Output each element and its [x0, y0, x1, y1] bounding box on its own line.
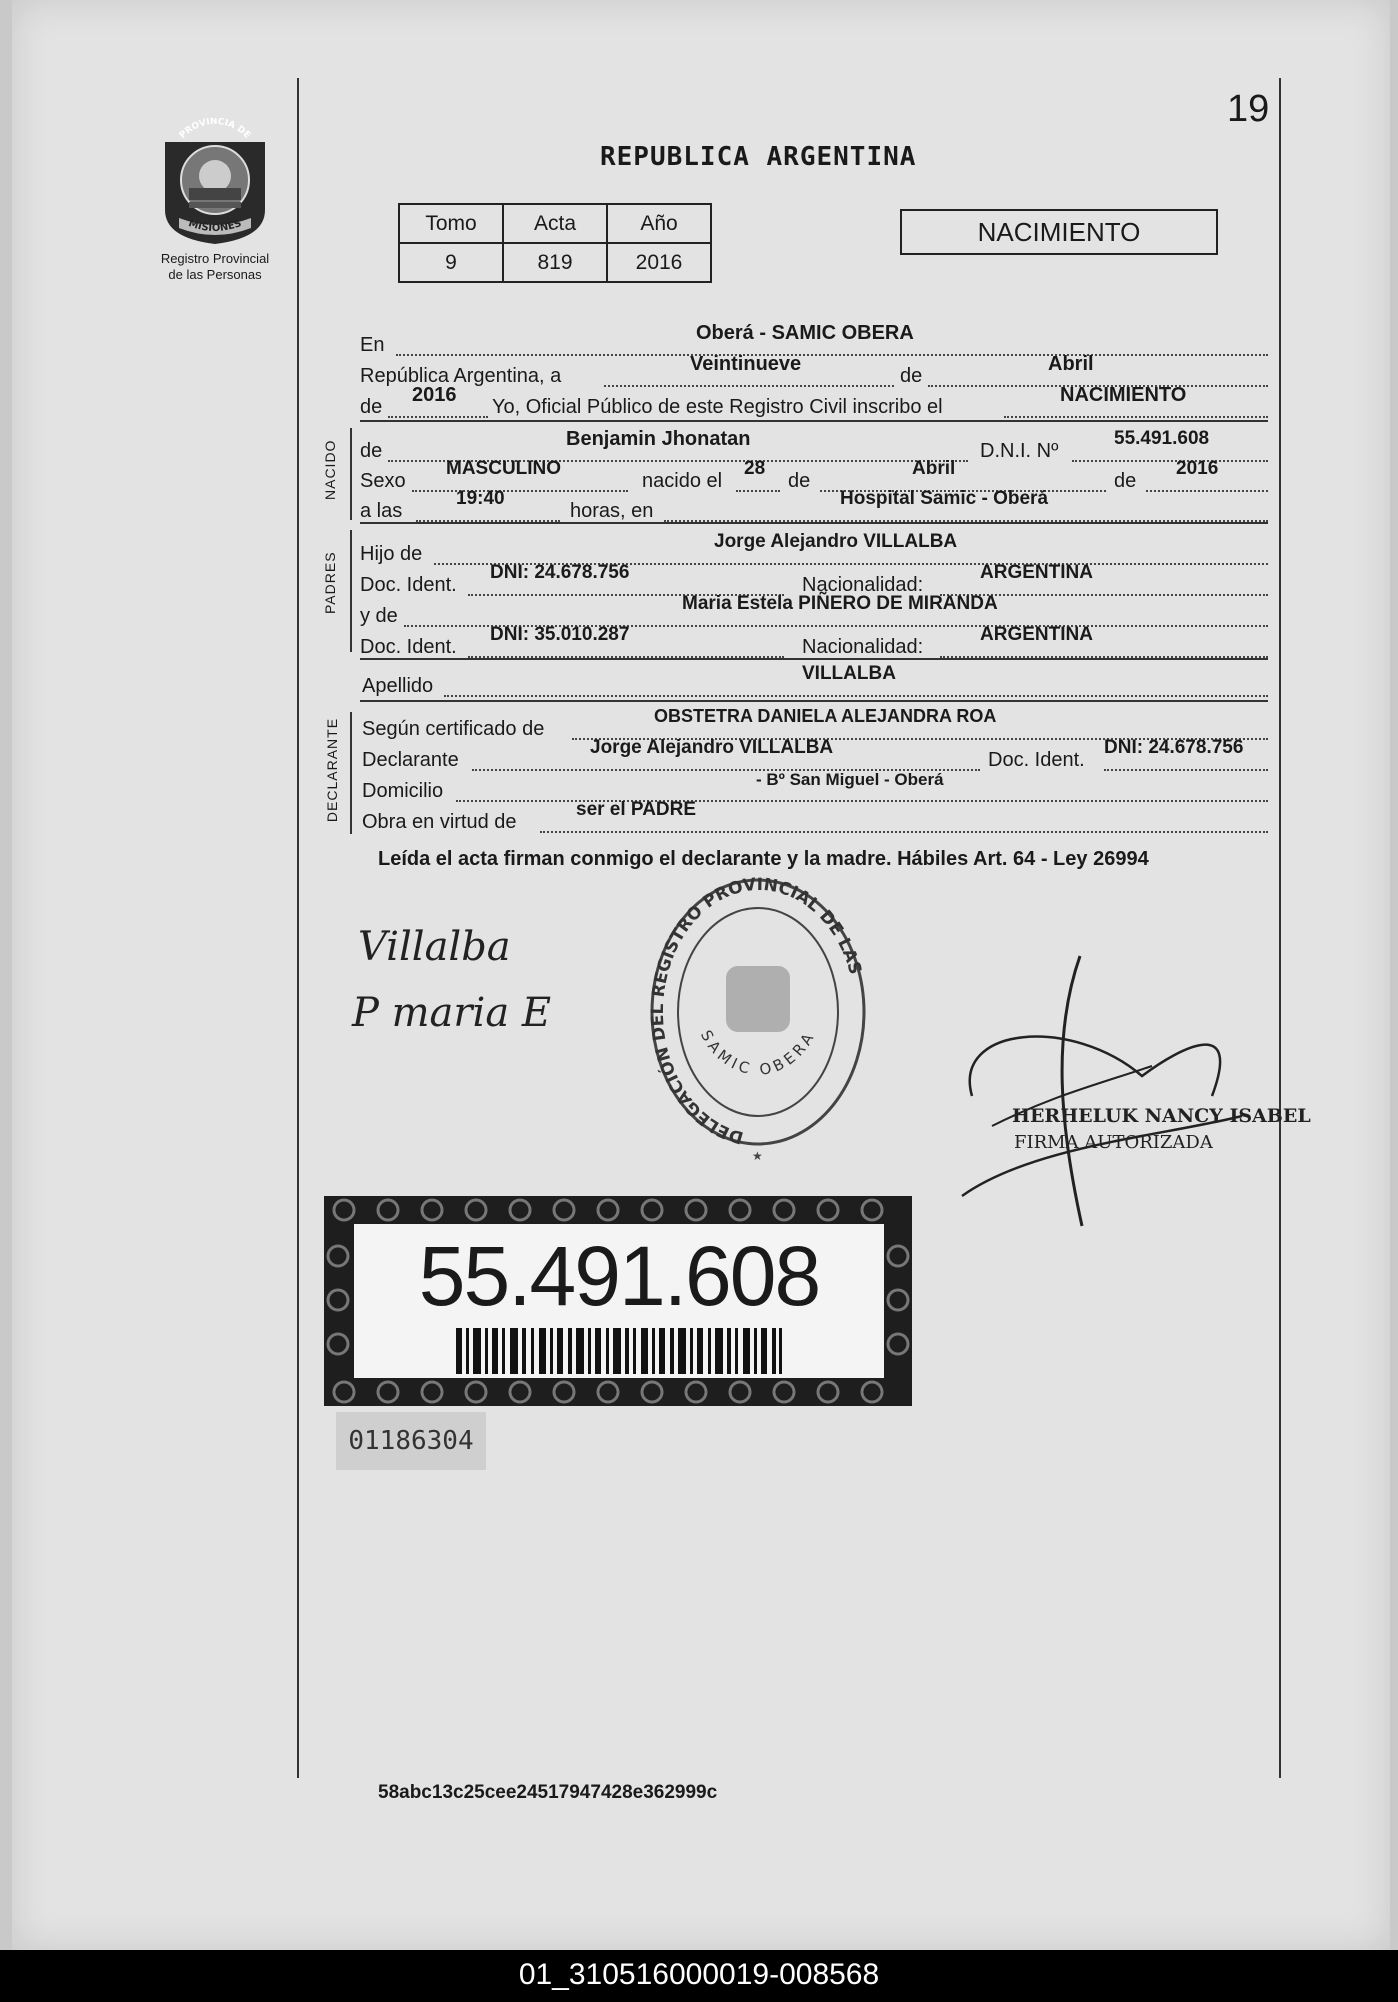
dotted-line	[540, 831, 1268, 833]
official-name: HERHELUK NANCY ISABEL	[1012, 1105, 1311, 1127]
value-tomo: 9	[399, 243, 503, 282]
official-signature	[952, 946, 1311, 1236]
label-apellido: Apellido	[362, 675, 434, 697]
side-label-declarante: DECLARANTE	[324, 717, 340, 823]
value-declarante-doc: DNI: 24.678.756	[1104, 737, 1244, 758]
signature-villalba-text: Villalba	[358, 924, 511, 970]
value-birth-month: Abril	[912, 458, 956, 479]
value-birth-day: 28	[744, 458, 766, 479]
dotted-line	[1104, 769, 1268, 771]
value-mother: Maria Estela PIÑERO DE MIRANDA	[682, 593, 998, 614]
value-time: 19:40	[456, 488, 505, 509]
record-type-box: NACIMIENTO	[900, 209, 1218, 255]
label-de: de	[788, 470, 811, 492]
value-month: Abril	[1048, 353, 1094, 375]
row-hijo-de	[360, 531, 1268, 565]
label-domicilio: Domicilio	[362, 780, 444, 802]
section-divider	[360, 700, 1268, 702]
label-nacido-el: nacido el	[642, 470, 723, 492]
row-inscribo	[360, 384, 1268, 418]
value-child-name: Benjamin Jhonatan	[566, 428, 751, 450]
row-obra	[360, 799, 1268, 833]
record-table	[398, 203, 712, 283]
label-de: de	[900, 365, 923, 387]
value-place: Hospital Samic - Oberá	[840, 488, 1049, 509]
value-inscribo: NACIMIENTO	[1060, 384, 1187, 406]
dotted-line	[388, 416, 488, 418]
label-dni: D.N.I. Nº	[980, 440, 1059, 462]
text-yo: Yo, Oficial Público de este Registro Civil inscribo el	[492, 396, 943, 418]
svg-text:SAMIC OBERA	[697, 1027, 819, 1079]
document-hash: 58abc13c25cee24517947428e362999c	[378, 1782, 718, 1803]
row-certificado	[360, 706, 1268, 740]
misiones-seal-icon	[159, 118, 271, 246]
declarant-signature	[352, 918, 612, 1058]
control-number: 01186304	[336, 1412, 486, 1470]
signature-maria-text: P maria E	[352, 990, 552, 1036]
footer-code: 01_310516000019-008568	[518, 1958, 880, 1991]
barcode-panel	[354, 1224, 884, 1378]
value-father-nationality: ARGENTINA	[980, 562, 1093, 583]
label-de: de	[360, 440, 383, 462]
declarante-bracket	[350, 712, 352, 834]
section-divider	[360, 420, 1268, 422]
stamp-star-icon: ★	[752, 1149, 763, 1163]
value-apellido: VILLALBA	[802, 663, 896, 684]
padres-bracket	[350, 530, 352, 652]
row-apellido	[360, 663, 1268, 697]
row-hora	[360, 488, 1268, 522]
section-divider	[360, 522, 1268, 524]
side-label-nacido: NACIDO	[322, 439, 338, 500]
value-sexo: MASCULINO	[446, 458, 562, 479]
official-title: FIRMA AUTORIZADA	[1014, 1132, 1213, 1153]
barcode-icon	[456, 1328, 782, 1374]
label-de: de	[1114, 470, 1137, 492]
value-birth-year: 2016	[1176, 458, 1219, 479]
dotted-line	[444, 695, 1268, 697]
registry-stamp	[638, 874, 878, 1174]
value-certificado: OBSTETRA DANIELA ALEJANDRA ROA	[654, 706, 997, 726]
value-mother-doc: DNI: 35.010.287	[490, 624, 630, 645]
seal-top-text: PROVINCIA DE	[177, 118, 253, 141]
label-de2: de	[360, 396, 383, 418]
row-domicilio	[360, 772, 1268, 802]
stamp-inner-text: SAMIC OBERA	[696, 1027, 820, 1079]
value-anio: 2016	[607, 243, 711, 282]
value-domicilio: - Bº San Miguel - Oberá	[756, 770, 944, 789]
section-divider	[360, 658, 1268, 660]
label-hijo-de: Hijo de	[360, 543, 423, 565]
document-title: REPUBLICA ARGENTINA	[600, 142, 917, 172]
side-label-padres: PADRES	[322, 551, 338, 614]
registry-logo	[150, 118, 280, 283]
label-sexo: Sexo	[360, 470, 406, 492]
closing-statement: Leída el acta firman conmigo el declarante y la madre. Hábiles Art. 64 - Ley 26994	[378, 848, 1149, 870]
row-declarante	[360, 737, 1268, 771]
left-frame-line	[297, 78, 299, 1778]
logo-caption-line2: de las Personas	[168, 267, 262, 282]
label-horas-en: horas, en	[570, 500, 654, 522]
value-en: Oberá - SAMIC OBERA	[696, 322, 914, 344]
logo-caption-line1: Registro Provincial	[160, 251, 270, 266]
value-father-doc: DNI: 24.678.756	[490, 562, 630, 583]
value-mother-nationality: ARGENTINA	[980, 624, 1093, 645]
row-en	[360, 322, 1268, 356]
value-child-dni: 55.491.608	[1114, 428, 1210, 449]
dotted-line	[604, 385, 894, 387]
row-father-doc	[360, 562, 1268, 596]
row-fecha	[360, 353, 1268, 387]
label-obra-en-virtud: Obra en virtud de	[362, 811, 517, 833]
value-acta: 819	[503, 243, 607, 282]
document-page	[12, 0, 1390, 1950]
label-en: En	[360, 334, 385, 356]
header-tomo: Tomo	[399, 204, 503, 243]
label-doc-ident: Doc. Ident.	[988, 749, 1085, 771]
label-declarante: Declarante	[362, 749, 459, 771]
label-a-las: a las	[360, 500, 403, 522]
value-father: Jorge Alejandro VILLALBA	[714, 531, 958, 552]
header-anio: Año	[607, 204, 711, 243]
svg-text:PROVINCIA DE	[178, 118, 252, 141]
label-y-de: y de	[360, 605, 398, 627]
nacido-bracket	[350, 428, 352, 520]
label-nacionalidad: Nacionalidad:	[802, 574, 924, 596]
label-segun-certificado: Según certificado de	[362, 718, 545, 740]
right-frame-line	[1279, 78, 1281, 1778]
barcode-security-box	[324, 1196, 912, 1406]
value-year: 2016	[412, 384, 457, 406]
row-y-de	[360, 593, 1268, 627]
label-doc-ident: Doc. Ident.	[360, 636, 457, 658]
label-republica: República Argentina, a	[360, 365, 562, 387]
dotted-line	[396, 354, 1268, 356]
label-nacionalidad: Nacionalidad:	[802, 636, 924, 658]
barcode-number: 55.491.608	[418, 1229, 820, 1323]
seal-bottom-text: MISIONES	[186, 217, 244, 235]
row-mother-doc	[360, 624, 1268, 658]
value-declarante: Jorge Alejandro VILLALBA	[590, 737, 834, 758]
label-doc-ident: Doc. Ident.	[360, 574, 457, 596]
header-acta: Acta	[503, 204, 607, 243]
value-obra: ser el PADRE	[576, 799, 697, 820]
page-number: 19	[1227, 88, 1270, 130]
dotted-line	[1004, 416, 1268, 418]
value-day-words: Veintinueve	[690, 353, 802, 375]
stamp-ring-text: DELEGACIÓN DEL REGISTRO PROVINCIAL DE LAS	[647, 874, 866, 1148]
